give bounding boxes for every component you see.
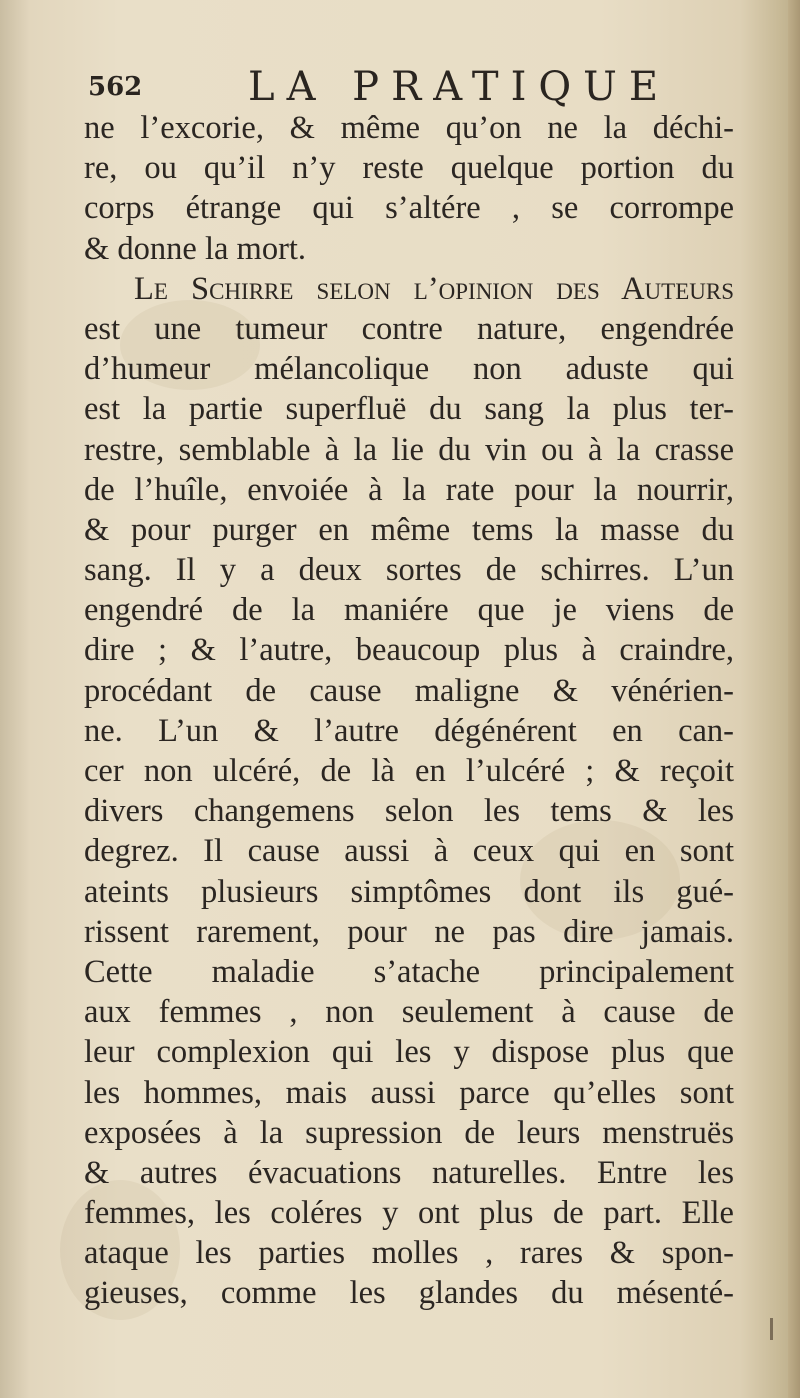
text-line: procédant de cause maligne & vénérien-	[84, 672, 734, 709]
text-line: divers changemens selon les tems & les	[84, 793, 734, 830]
page-number: 562	[88, 72, 143, 102]
paper-mark	[770, 1318, 773, 1340]
text-line: gieuses, comme les glandes du mésenté-	[84, 1275, 734, 1312]
text-line: leur complexion qui les y dispose plus que	[84, 1034, 734, 1071]
text-line: aux femmes , non seulement à cause de	[84, 994, 734, 1031]
running-title: LA PRATIQUE	[248, 64, 671, 110]
text-line: & pour purger en même tems la masse du	[84, 511, 734, 548]
text-line: les hommes, mais aussi parce qu’elles sont	[84, 1074, 734, 1111]
text-line: rissent rarement, pour ne pas dire jamais.	[84, 913, 734, 950]
text-line: exposées à la supression de leurs menstruës	[84, 1114, 734, 1151]
text-line: Cette maladie s’atache principalement	[84, 953, 734, 990]
text-line: corps étrange qui s’altére , se corrompe	[84, 190, 734, 227]
text-line: est une tumeur contre nature, engendrée	[84, 310, 734, 347]
text-line: ataque les parties molles , rares & spon-	[84, 1235, 734, 1272]
text-line: degrez. Il cause aussi à ceux qui en sont	[84, 833, 734, 870]
body-text	[84, 108, 734, 1314]
text-line: dire ; & l’autre, beaucoup plus à craindre,	[84, 632, 734, 669]
text-line: d’humeur mélancolique non aduste qui	[84, 351, 734, 388]
text-line: restre, semblable à la lie du vin ou à la crasse	[84, 431, 734, 468]
text-line: cer non ulcéré, de là en l’ulcéré ; & reçoit	[84, 753, 734, 789]
paragraph-start-line: Le Schirre selon l’opinion des Auteurs	[134, 270, 734, 307]
page-edge-shadow	[788, 0, 800, 1398]
text-line: re, ou qu’il n’y reste quelque portion du	[84, 150, 734, 187]
text-line: est la partie superfluë du sang la plus ter-	[84, 391, 734, 428]
text-line: de l’huîle, envoiée à la rate pour la nourrir,	[84, 471, 734, 508]
text-line: sang. Il y a deux sortes de schirres. L’un	[84, 552, 734, 589]
text-line: engendré de la maniére que je viens de	[84, 592, 734, 629]
text-line: & donne la mort.	[84, 230, 307, 267]
text-line: ne l’excorie, & même qu’on ne la déchi-	[84, 110, 734, 146]
text-line: femmes, les coléres y ont plus de part. Elle	[84, 1195, 734, 1232]
text-line: ne. L’un & l’autre dégénérent en can-	[84, 712, 734, 749]
text-line: & autres évacuations naturelles. Entre les	[84, 1154, 734, 1191]
text-line: ateints plusieurs simptômes dont ils gué-	[84, 873, 734, 910]
